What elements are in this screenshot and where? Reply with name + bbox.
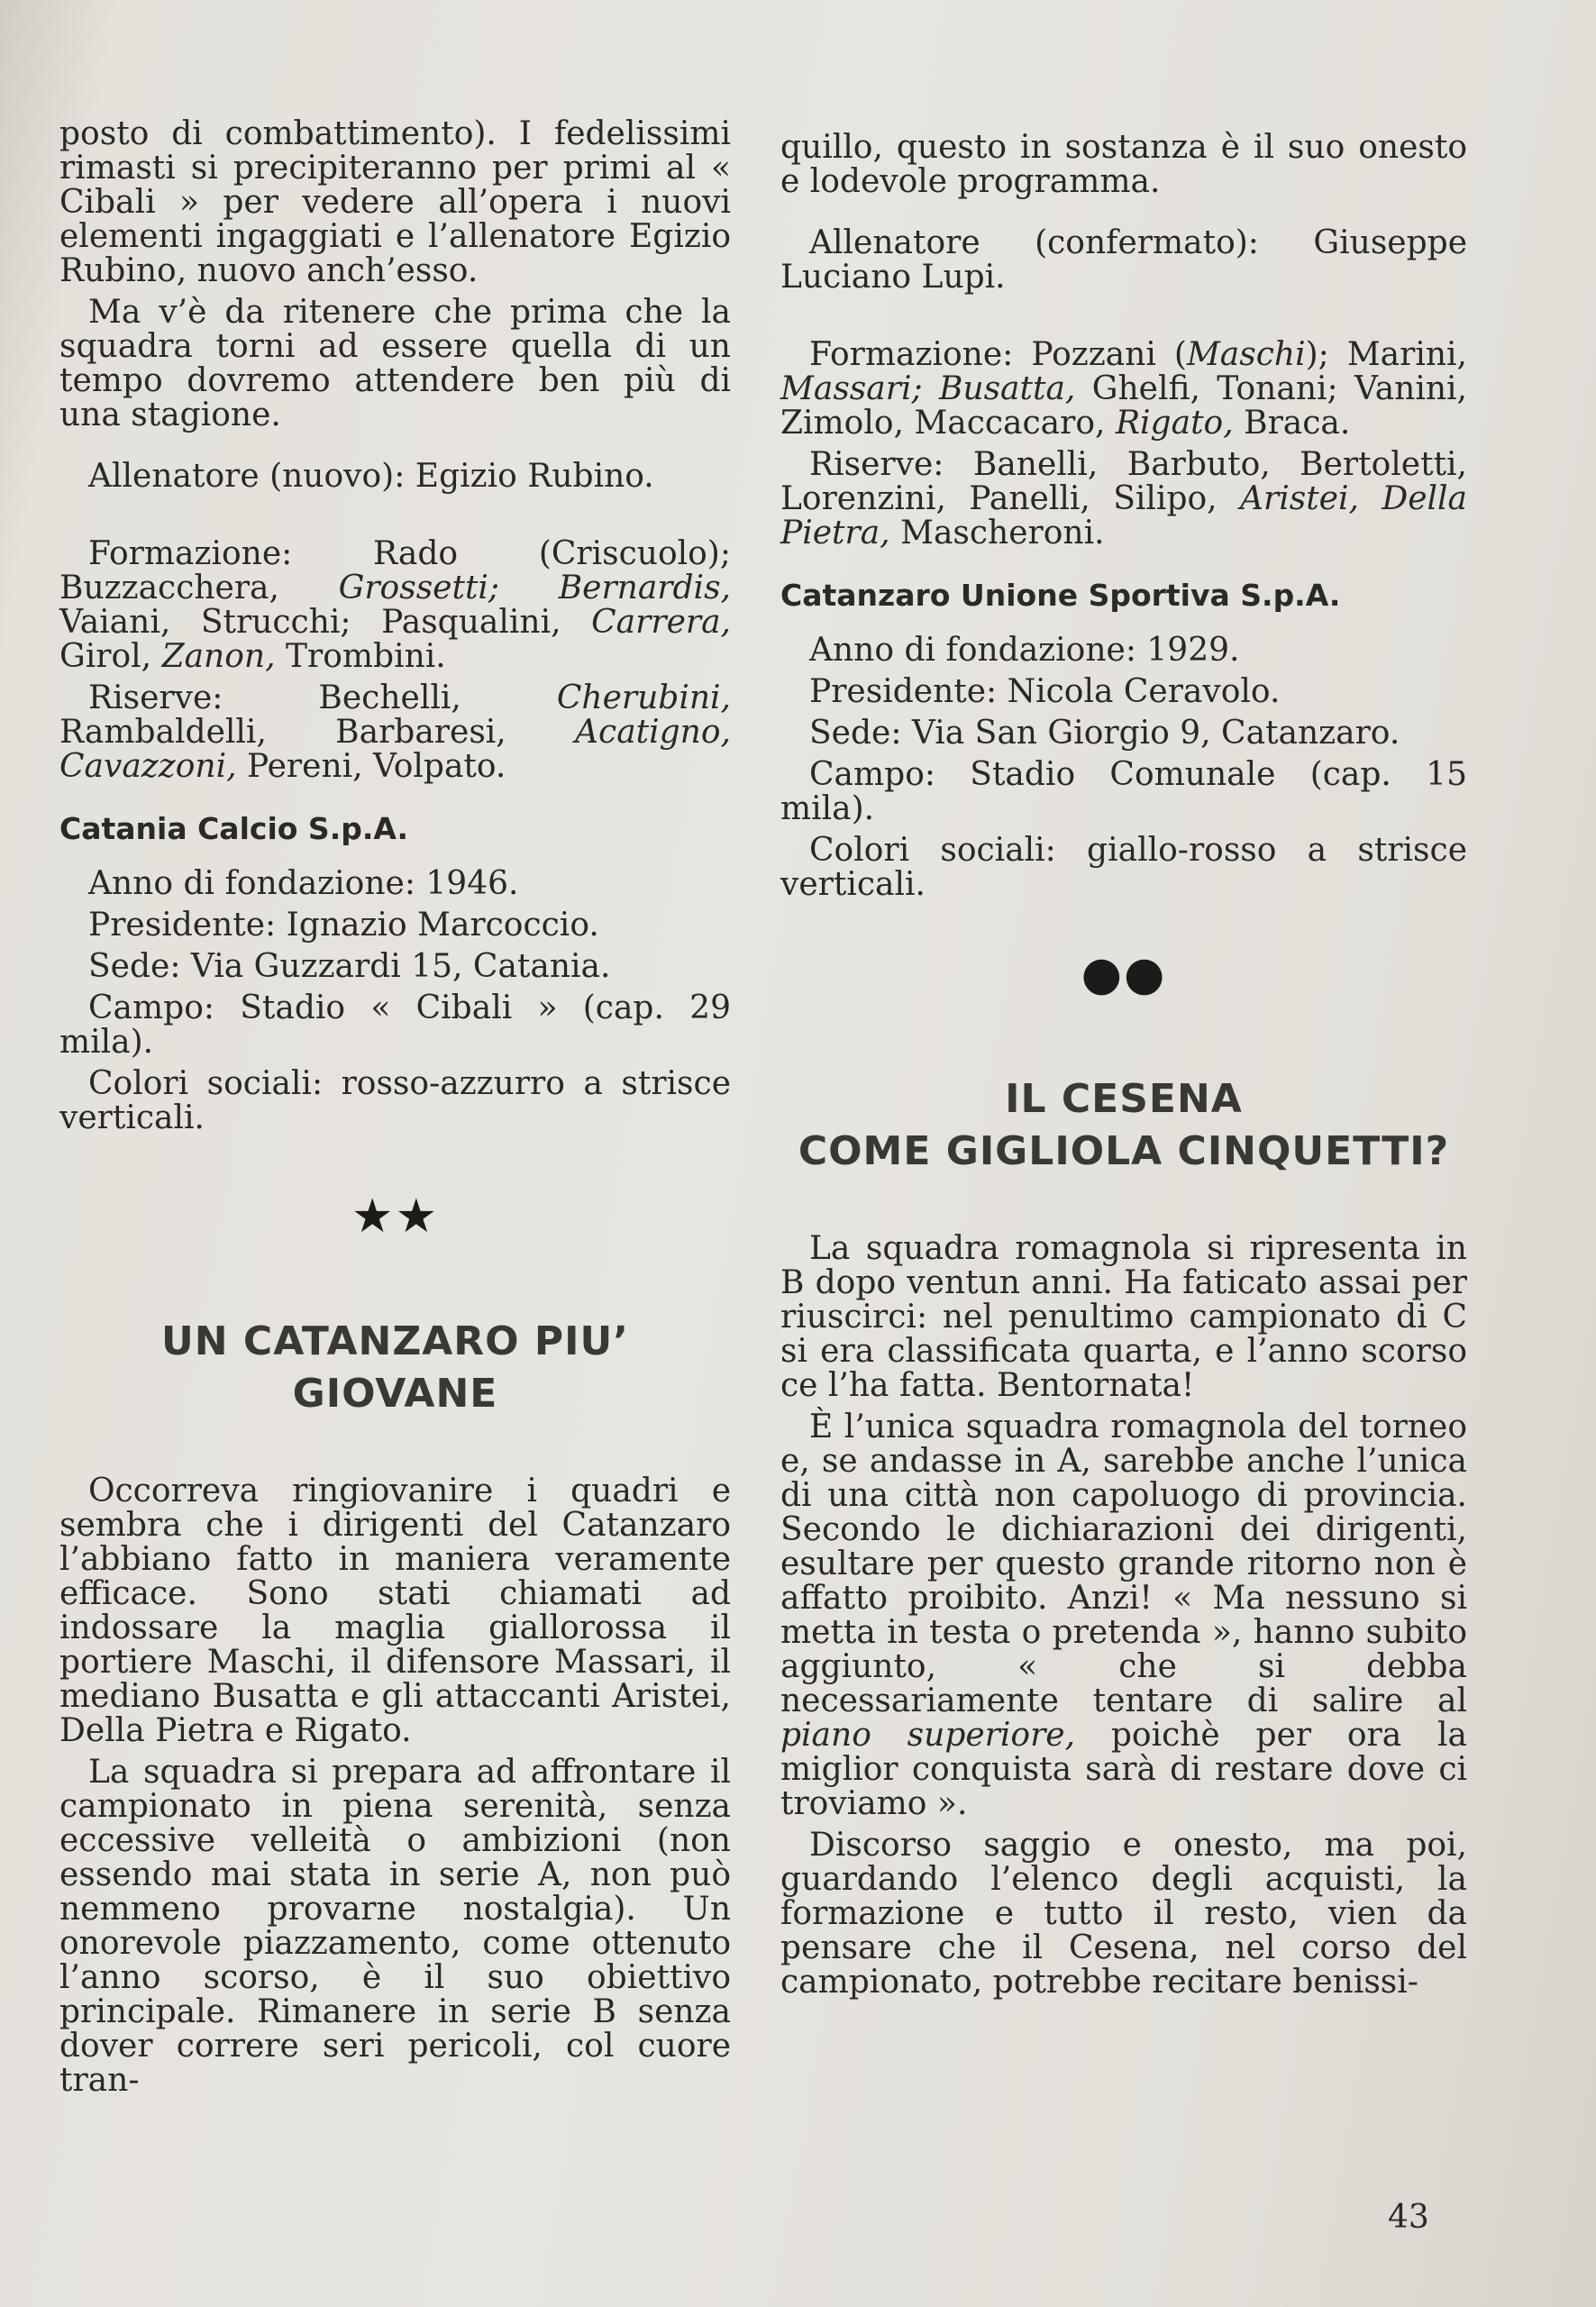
formation-line: Formazione: Pozzani (Maschi); Marini, Massari; Busatta, Ghelfi, Tonani; Vanini, Zimolo, Maccacaro, Rigato, Braca.	[780, 336, 1468, 442]
page-number: 43	[1388, 2199, 1429, 2236]
right-column	[780, 131, 1467, 2007]
stars-icon: ★★	[351, 1190, 440, 1244]
field-line: Campo: Stadio « Cibali » (cap. 29 mila).	[59, 989, 731, 1061]
founded-line: Anno di fondazione: 1946.	[88, 865, 519, 902]
paragraph: posto di combattimento). I fedelissimi rimasti si precipiteranno per primi al « Cibali » per vedere all’opera i nuovi elementi ingaggiati e l’allenatore Egizio Rubino, nuovo anch’esso.	[59, 115, 731, 289]
reserves-line: Riserve: Banelli, Barbuto, Bertoletti, Lorenzini, Panelli, Silipo, Aristei, Della Pietra, Mascheroni.	[780, 446, 1467, 552]
paragraph: Discorso saggio e onesto, ma poi, guardando l’elenco degli acquisti, la formazione e tutto il resto, vien da pensare che il Cesena, nel corso del campionato, potrebbe recitare benissi-	[780, 1827, 1467, 2001]
founded-line: Anno di fondazione: 1929.	[809, 632, 1240, 669]
colors-line: Colori sociali: rosso-azzurro a strisce verticali.	[59, 1065, 731, 1136]
paragraph: La squadra si prepara ad affrontare il campionato in piena serenità, senza eccessive velleità o ambizioni (non essendo mai stata in serie A, non può nemmeno provarne nostalgia). Un onorevole piazzamento, come ottenuto l’anno scorso, è il suo obiettivo principale. Rimanere in serie B senza dover correre seri pericoli, col cuore tran-	[59, 1754, 731, 2099]
field-line: Campo: Stadio Comunale (cap. 15 mila).	[780, 756, 1467, 827]
formation-line: Formazione: Rado (Criscuolo); Buzzacchera, Grossetti; Bernardis, Vaiani, Strucchi; Pasqualini, Carrera, Girol, Zanon, Trombini.	[59, 535, 731, 675]
paragraph: Occorreva ringiovanire i quadri e sembra che i dirigenti del Catanzaro l’abbiano fatto in maniera veramente efficace. Sono stati chiamati ad indossare la maglia giallorossa il portiere Maschi, il difensore Massari, il mediano Busatta e gli attaccanti Aristei, Della Pietra e Rigato.	[59, 1473, 731, 1749]
paragraph: La squadra romagnola si ripresenta in B dopo ventun anni. Ha faticato assai per riuscirci: nel penultimo campionato di C si era classificata quarta, e l’anno scorso ce l’ha fatta. Bentornata!	[780, 1230, 1467, 1404]
president-line: Presidente: Nicola Ceravolo.	[809, 673, 1281, 710]
club-info	[59, 867, 731, 1135]
colors-line: Colori sociali: giallo-rosso a strisce verticali.	[780, 832, 1467, 903]
left-column	[59, 117, 731, 2105]
dots-icon: ●●	[1081, 947, 1167, 1001]
paragraph: Ma v’è da ritenere che prima che la squadra torni ad essere quella di un tempo dovremo attendere ben più di una stagione.	[59, 294, 731, 433]
seat-line: Sede: Via San Giorgio 9, Catanzaro.	[809, 715, 1400, 752]
seat-line: Sede: Via Guzzardi 15, Catania.	[88, 948, 611, 985]
reserves-line: Riserve: Bechelli, Cherubini, Rambaldelli, Barbaresi, Acatigno, Cavazzoni, Pereni, Volpato.	[59, 679, 731, 785]
club-name: Catanzaro Unione Sportiva S.p.A.	[780, 578, 1341, 613]
president-line: Presidente: Ignazio Marcoccio.	[88, 907, 599, 944]
paragraph: quillo, questo in sostanza è il suo onesto e lodevole programma.	[780, 129, 1467, 200]
club-name: Catania Calcio S.p.A.	[59, 811, 409, 846]
coach-line: Allenatore (confermato): Giuseppe Luciano Lupi.	[780, 224, 1467, 296]
club-info	[780, 634, 1467, 902]
article-headline: UN CATANZARO PIU’ GIOVANE	[161, 1318, 629, 1417]
coach-line: Allenatore (nuovo): Egizio Rubino.	[88, 458, 654, 495]
paragraph: È l’unica squadra romagnola del torneo e, se andasse in A, sarebbe anche l’unica di una città non capoluogo di provincia. Secondo le dichiarazioni dei dirigenti, esultare per questo grande ritorno non è affatto proibito. Anzi! « Ma nessuno si metta in testa o pretenda », hanno subito aggiunto, « che si debba necessariamente tentare di salire al piano superiore, poichè per ora la miglior conquista sarà di restare dove ci troviamo ».	[780, 1409, 1467, 1822]
article-headline: IL CESENA COME GIGLIOLA CINQUETTI?	[798, 1076, 1450, 1174]
